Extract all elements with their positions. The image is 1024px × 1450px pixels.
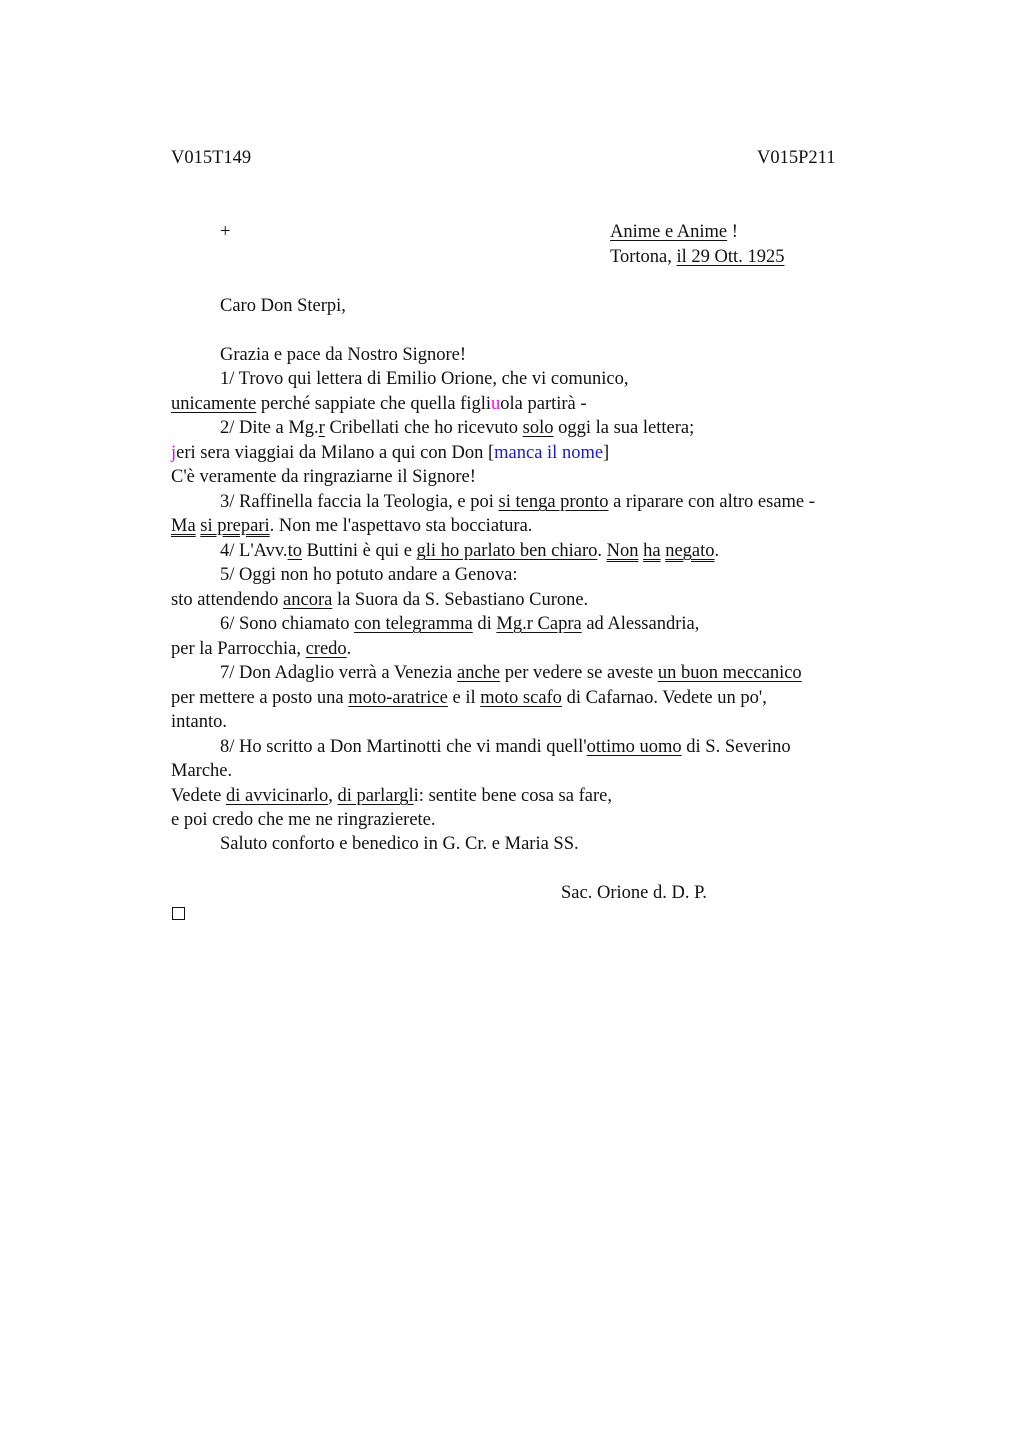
letter-line: 3/ Raffinella faccia la Teologia, e poi si tenga pronto a riparare con altro esame - — [220, 492, 815, 512]
end-square-icon — [172, 907, 185, 920]
letter-line: sto attendendo ancora la Suora da S. Sebastiano Curone. — [171, 590, 589, 610]
letter-line: per mettere a posto una moto-aratrice e il moto scafo di Cafarnao. Vedete un po', — [171, 688, 767, 708]
date: il 29 Ott. 1925 — [676, 247, 785, 267]
letter-line: Saluto conforto e benedico in G. Cr. e Maria SS. — [220, 834, 579, 854]
letter-line: C'è veramente da ringraziarne il Signore! — [171, 467, 476, 487]
letter-line: jeri sera viaggiai da Milano a qui con Don [manca il nome] — [171, 443, 610, 463]
motto — [610, 220, 738, 245]
letter-line: Ma si prepari. Non me l'aspettavo sta bocciatura. — [171, 516, 533, 536]
signature: Sac. Orione d. D. P. — [561, 883, 707, 903]
letter-line: 1/ Trovo qui lettera di Emilio Orione, che vi comunico, — [220, 369, 629, 389]
letter-line: 5/ Oggi non ho potuto andare a Genova: — [220, 565, 518, 585]
letter-line: intanto. — [171, 712, 228, 732]
motto-punct: ! — [727, 222, 738, 242]
letter-line: Vedete di avvicinarlo, di parlargli: sentite bene cosa sa fare, — [171, 786, 612, 806]
letter-line: per la Parrocchia, credo. — [171, 639, 352, 659]
letter-line: 4/ L'Avv.to Buttini è qui e gli ho parlato ben chiaro. Non ha negato. — [220, 541, 720, 561]
cross-symbol: + — [220, 222, 231, 242]
right-code: V015P211 — [757, 148, 836, 168]
letter-line: unicamente perché sappiate che quella figliuola partirà - — [171, 394, 587, 414]
place: Tortona, — [610, 247, 677, 267]
left-code: V015T149 — [171, 148, 252, 168]
letter-line: 2/ Dite a Mg.r Cribellati che ho ricevuto solo oggi la sua lettera; — [220, 418, 695, 438]
greeting: Grazia e pace da Nostro Signore! — [220, 345, 467, 365]
letter-line: e poi credo che me ne ringrazierete. — [171, 810, 436, 830]
dateline — [610, 245, 784, 270]
letter-line: Marche. — [171, 761, 233, 781]
motto-text: Anime e Anime — [610, 222, 728, 242]
editor-note: manca il nome — [494, 443, 604, 463]
letter-line: 6/ Sono chiamato con telegramma di Mg.r Capra ad Alessandria, — [220, 614, 700, 634]
letter-line: 8/ Ho scritto a Don Martinotti che vi mandi quell'ottimo uomo di S. Severino — [220, 737, 791, 757]
letter-line: 7/ Don Adaglio verrà a Venezia anche per vedere se aveste un buon meccanico — [220, 663, 802, 683]
salutation: Caro Don Sterpi, — [220, 296, 346, 316]
